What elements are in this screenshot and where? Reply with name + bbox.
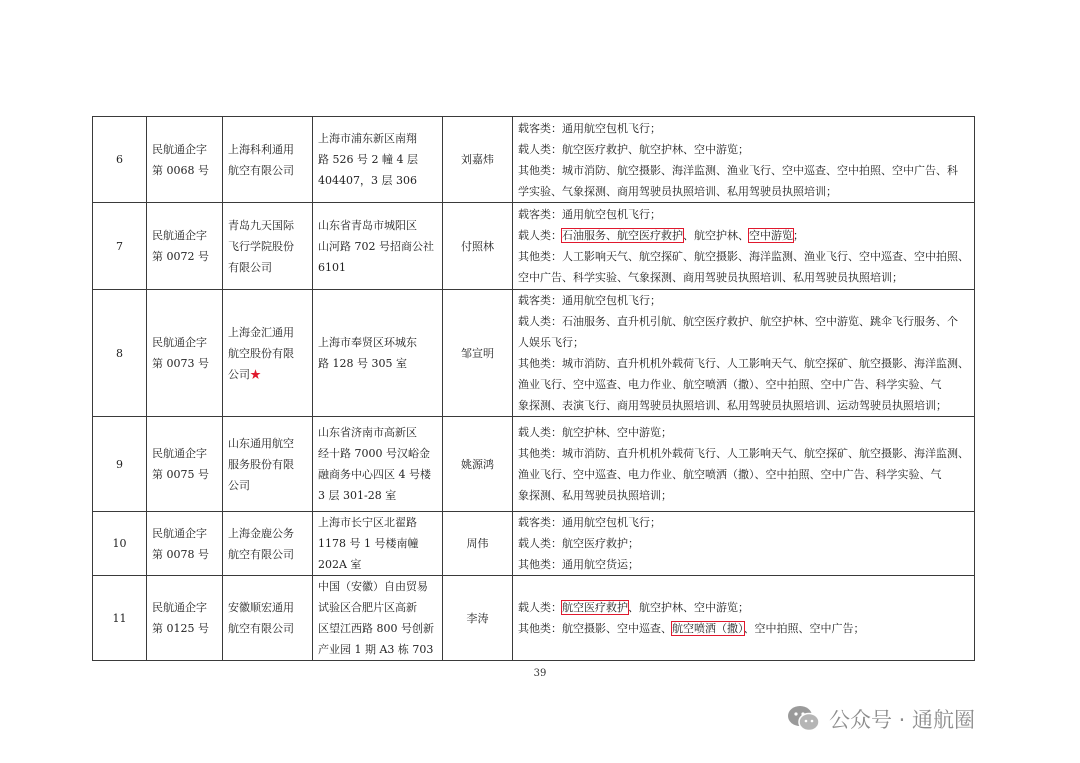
certificate-number xyxy=(147,576,223,661)
row-number: 7 xyxy=(93,203,147,290)
scope-line xyxy=(518,353,969,374)
certificate-number-line: 民航通企字 xyxy=(152,229,207,242)
scope-text: 载客类：通用航空包机飞行； xyxy=(518,121,661,135)
scope-text: 其他类：通用航空货运； xyxy=(518,558,639,571)
table-row xyxy=(93,512,975,576)
company-address-line: 路 128 号 305 室 xyxy=(318,357,407,370)
company-address-line: 路 526 号 2 幢 4 层 xyxy=(318,153,418,166)
scope-text: 载人类：航空医疗救护、航空护林、空中游览； xyxy=(518,142,749,156)
scope-line xyxy=(518,374,969,395)
company-name-line: 公司★ xyxy=(228,367,261,381)
scope-line xyxy=(518,485,969,506)
scope-text: 学实验、气象探测、商用驾驶员执照培训、私用驾驶员执照培训； xyxy=(518,184,837,198)
company-name xyxy=(223,576,313,661)
scope-text: 其他类：航空摄影、空中巡查、 xyxy=(518,622,672,635)
scope-line xyxy=(518,225,969,246)
certificate-number-line: 第 0125 号 xyxy=(152,622,209,635)
company-address-line: 6101 xyxy=(318,260,346,274)
scope-line xyxy=(518,618,969,639)
certificate-number-line: 民航通企字 xyxy=(152,142,207,156)
company-name xyxy=(223,203,313,290)
business-scope xyxy=(513,417,975,512)
company-name-line: 上海金鹿公务 xyxy=(228,526,294,540)
legal-representative: 李涛 xyxy=(443,576,513,661)
certificate-number-line: 民航通企字 xyxy=(152,601,207,614)
legal-representative: 周伟 xyxy=(443,512,513,576)
page-number: 39 xyxy=(533,668,547,679)
row-number: 6 xyxy=(93,117,147,203)
scope-text: ； xyxy=(793,229,804,242)
scope-line xyxy=(518,181,969,202)
row-number: 8 xyxy=(93,290,147,417)
star-icon: ★ xyxy=(250,367,261,381)
business-scope xyxy=(513,512,975,576)
certificate-number-line: 民航通企字 xyxy=(152,447,207,460)
enterprise-table xyxy=(92,116,975,661)
scope-text: 、航空护林、 xyxy=(683,229,749,242)
company-name-line: 飞行学院股份 xyxy=(228,239,294,253)
scope-text: 其他类：城市消防、航空摄影、海洋监测、渔业飞行、空中巡查、空中拍照、空中广告、科 xyxy=(518,163,958,177)
business-scope xyxy=(513,203,975,290)
scope-text: 载人类：航空医疗救护； xyxy=(518,537,639,550)
company-name xyxy=(223,290,313,417)
row-number: 11 xyxy=(93,576,147,661)
scope-line xyxy=(518,160,969,181)
company-address xyxy=(313,203,443,290)
legal-representative: 邹宣明 xyxy=(443,290,513,417)
certificate-number-line: 民航通企字 xyxy=(152,526,207,540)
scope-line xyxy=(518,512,969,533)
certificate-number xyxy=(147,417,223,512)
certificate-number xyxy=(147,117,223,203)
watermark xyxy=(787,704,975,734)
company-address-line: 中国（安徽）自由贸易 xyxy=(318,580,428,593)
company-name-line: 公司 xyxy=(228,478,250,492)
scope-text: 空中广告、科学实验、气象探测、商用驾驶员执照培训、私用驾驶员执照培训； xyxy=(518,271,903,284)
scope-line xyxy=(518,533,969,554)
company-address xyxy=(313,512,443,576)
certificate-number xyxy=(147,512,223,576)
business-scope xyxy=(513,290,975,417)
company-address-line: 上海市浦东新区南翔 xyxy=(318,132,417,145)
scope-line xyxy=(518,311,969,332)
certificate-number xyxy=(147,290,223,417)
company-name-line: 上海科利通用 xyxy=(228,142,294,156)
scope-line xyxy=(518,597,969,618)
certificate-number xyxy=(147,203,223,290)
certificate-number-line: 第 0078 号 xyxy=(152,547,209,561)
scope-text: 、航空护林、空中游览； xyxy=(628,601,749,614)
scope-line xyxy=(518,139,969,160)
company-address-line: 产业园 1 期 A3 栋 703 xyxy=(318,643,434,656)
scope-text: 其他类：城市消防、直升机机外载荷飞行、人工影响天气、航空探矿、航空摄影、海洋监测、 xyxy=(518,357,969,370)
certificate-number-line: 第 0068 号 xyxy=(152,163,209,177)
row-number: 10 xyxy=(93,512,147,576)
scope-line xyxy=(518,267,969,288)
company-name-line: 航空有限公司 xyxy=(228,163,294,177)
table-row xyxy=(93,203,975,290)
company-name-line: 有限公司 xyxy=(228,260,272,274)
company-name-line: 航空有限公司 xyxy=(228,622,294,635)
legal-representative: 付照林 xyxy=(443,203,513,290)
company-address xyxy=(313,576,443,661)
scope-line xyxy=(518,395,969,416)
company-name-line: 上海金汇通用 xyxy=(228,325,294,339)
highlighted-item: 航空医疗救护 xyxy=(562,601,628,614)
company-address-line: 3 层 301-28 室 xyxy=(318,489,397,502)
scope-text: 渔业飞行、空中巡查、电力作业、航空喷洒（撒）、空中拍照、空中广告、科学实验、气 xyxy=(518,468,942,481)
scope-line xyxy=(518,332,969,353)
scope-text: 载人类：航空护林、空中游览； xyxy=(518,426,672,439)
scope-line xyxy=(518,204,969,225)
scope-line xyxy=(518,246,969,267)
scope-line xyxy=(518,290,969,311)
certificate-number-line: 第 0073 号 xyxy=(152,357,209,370)
scope-text: 象探测、私用驾驶员执照培训； xyxy=(518,489,672,502)
wechat-icon xyxy=(787,705,821,733)
scope-text: 载人类：石油服务、直升机引航、航空医疗救护、航空护林、空中游览、跳伞飞行服务、个 xyxy=(518,315,958,328)
table-row xyxy=(93,417,975,512)
company-name-line: 服务股份有限 xyxy=(228,457,294,471)
scope-text: 载人类： xyxy=(518,601,562,614)
company-address-line: 经十路 7000 号汉峪金 xyxy=(318,447,430,460)
scope-line xyxy=(518,443,969,464)
table-row xyxy=(93,117,975,203)
scope-line xyxy=(518,464,969,485)
company-address xyxy=(313,417,443,512)
scope-text: 、空中拍照、空中广告； xyxy=(743,622,865,635)
company-address xyxy=(313,290,443,417)
table-row xyxy=(93,576,975,661)
company-address-line: 融商务中心四区 4 号楼 xyxy=(318,468,431,481)
company-address-line: 1178 号 1 号楼南幢 xyxy=(318,537,419,550)
company-address-line: 上海市长宁区北翟路 xyxy=(318,516,417,529)
highlighted-item: 航空喷洒（撒） xyxy=(672,622,744,635)
scope-text: 渔业飞行、空中巡查、电力作业、航空喷洒（撒）、空中拍照、空中广告、科学实验、气 xyxy=(518,378,942,391)
watermark-text: 公众号 · 通航圈 xyxy=(829,708,976,732)
business-scope xyxy=(513,117,975,203)
table-row xyxy=(93,290,975,417)
highlighted-item: 石油服务、航空医疗救护 xyxy=(562,229,683,242)
company-name-line: 航空股份有限 xyxy=(228,346,294,360)
company-address-line: 202A 室 xyxy=(318,558,362,571)
scope-text: 象探测、表演飞行、商用驾驶员执照培训、私用驾驶员执照培训、运动驾驶员执照培训； xyxy=(518,399,947,412)
company-address-line: 试验区合肥片区高新 xyxy=(318,601,417,614)
company-address-line: 区望江西路 800 号创新 xyxy=(318,622,434,635)
highlighted-item: 空中游览 xyxy=(749,229,793,242)
scope-text: 人娱乐飞行； xyxy=(518,336,584,349)
company-address-line: 山东省青岛市城阳区 xyxy=(318,218,417,232)
scope-text: 载客类：通用航空包机飞行； xyxy=(518,516,661,529)
certificate-number-line: 第 0075 号 xyxy=(152,468,209,481)
company-name-line: 航空有限公司 xyxy=(228,547,294,561)
company-name-line: 山东通用航空 xyxy=(228,436,294,450)
scope-text: 载人类： xyxy=(518,229,562,242)
business-scope xyxy=(513,576,975,661)
scope-line xyxy=(518,422,969,443)
company-address-line: 404407，3 层 306 xyxy=(318,174,417,187)
scope-line xyxy=(518,118,969,139)
certificate-number-line: 民航通企字 xyxy=(152,336,207,349)
company-name xyxy=(223,417,313,512)
company-address-line: 上海市奉贤区环城东 xyxy=(318,336,417,349)
company-address xyxy=(313,117,443,203)
scope-text: 载客类：通用航空包机飞行； xyxy=(518,208,661,221)
scope-line xyxy=(518,554,969,575)
legal-representative: 刘嘉炜 xyxy=(443,117,513,203)
legal-representative: 姚源鸿 xyxy=(443,417,513,512)
company-name-line: 安徽顺宏通用 xyxy=(228,601,294,614)
scope-text: 载客类：通用航空包机飞行； xyxy=(518,294,661,307)
row-number: 9 xyxy=(93,417,147,512)
company-address-line: 山东省济南市高新区 xyxy=(318,426,417,439)
company-name xyxy=(223,117,313,203)
scope-text: 其他类：城市消防、直升机机外载荷飞行、人工影响天气、航空探矿、航空摄影、海洋监测、 xyxy=(518,447,969,460)
certificate-number-line: 第 0072 号 xyxy=(152,250,209,263)
company-address-line: 山河路 702 号招商公社 xyxy=(318,239,434,253)
company-name-line: 青岛九天国际 xyxy=(228,218,294,232)
company-name xyxy=(223,512,313,576)
scope-text: 其他类：人工影响天气、航空探矿、航空摄影、海洋监测、渔业飞行、空中巡查、空中拍照、 xyxy=(518,250,969,263)
